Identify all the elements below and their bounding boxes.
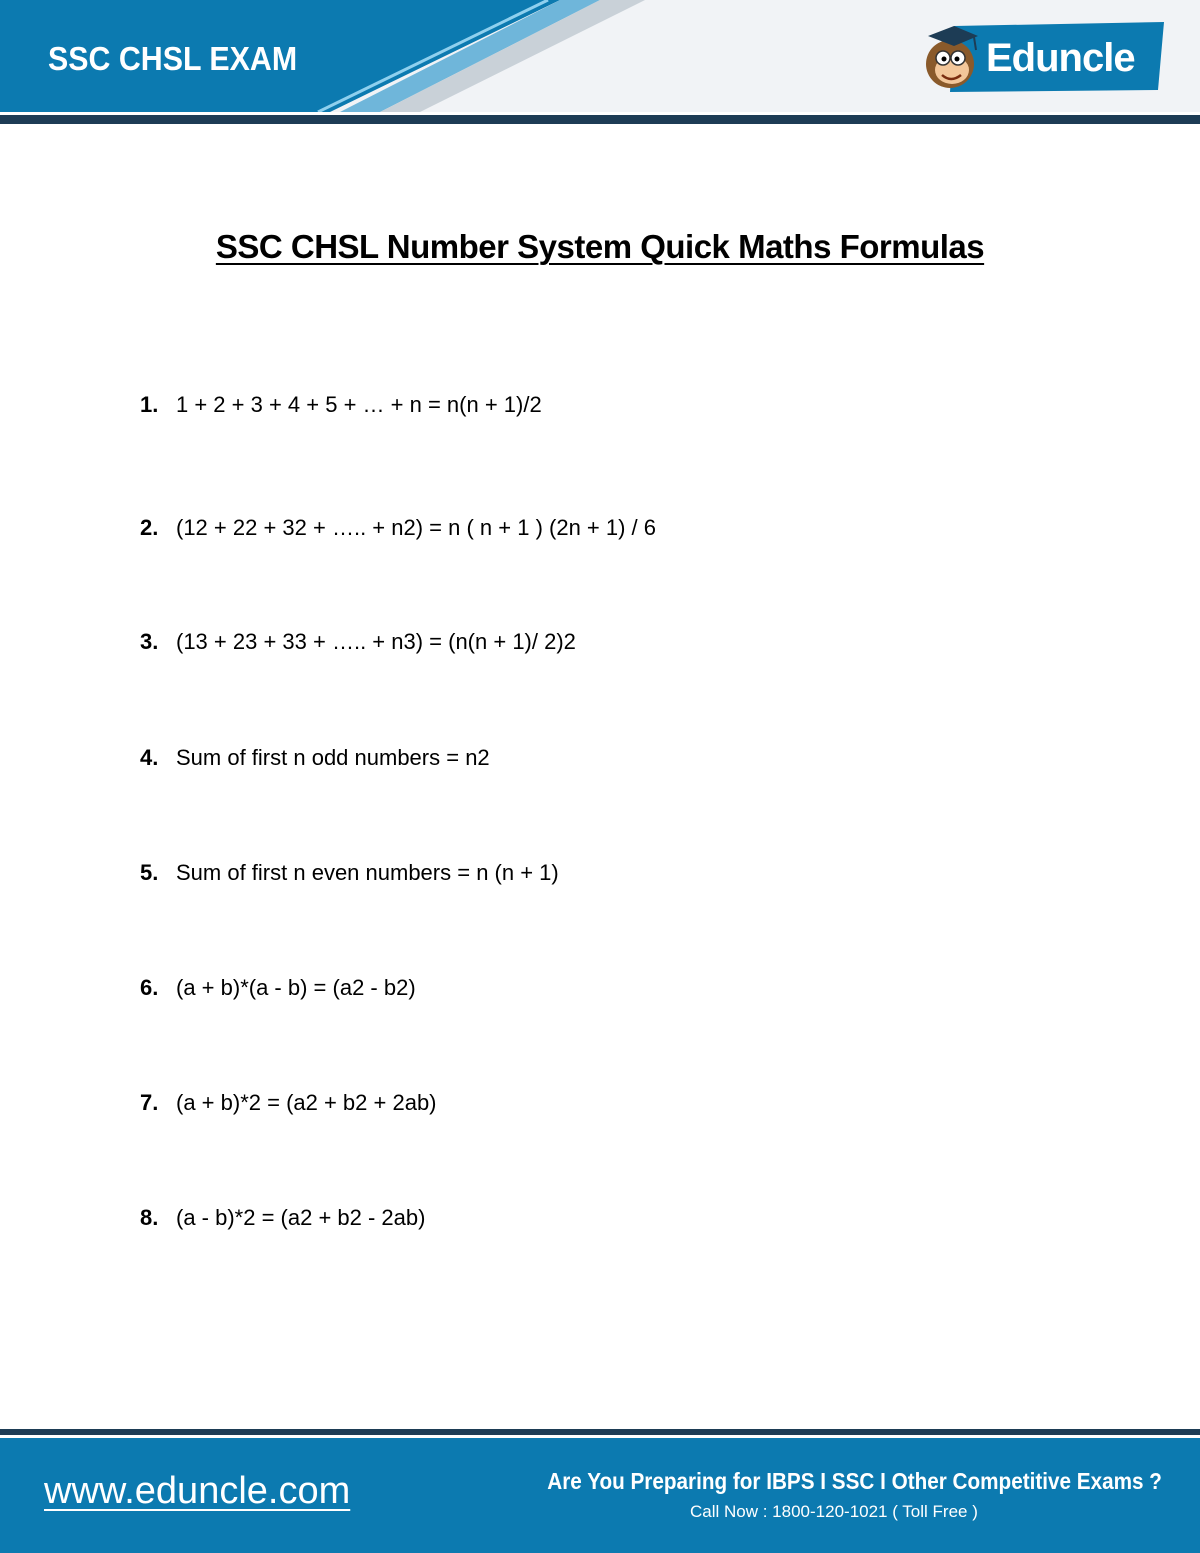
list-item-number: 8. [140, 1205, 159, 1230]
list-item-number: 1. [140, 392, 159, 417]
list-item-number: 6. [140, 975, 159, 1000]
list-item-number: 4. [140, 745, 159, 770]
page-footer [0, 1438, 1200, 1553]
logo-text: Eduncle [986, 36, 1135, 80]
formula-text: 1 + 2 + 3 + 4 + 5 + … + n = n(n + 1)/2 [176, 392, 542, 417]
list-item [140, 515, 656, 541]
list-item [140, 629, 576, 655]
formula-text: (13 + 23 + 33 + ….. + n3) = (n(n + 1)/ 2)2 [176, 629, 576, 654]
header-divider [0, 115, 1200, 124]
call-now-text: Call Now : 1800-120-1021 ( Toll Free ) [690, 1502, 978, 1521]
formula-text: (a - b)*2 = (a2 + b2 - 2ab) [176, 1205, 426, 1230]
list-item [140, 975, 416, 1001]
website-link[interactable]: www.eduncle.com [44, 1470, 351, 1512]
list-item [140, 1090, 437, 1116]
list-item [140, 1205, 425, 1231]
page-title: SSC CHSL Number System Quick Maths Formulas [215, 228, 985, 265]
formula-text: (a + b)*(a - b) = (a2 - b2) [176, 975, 416, 1000]
footer-tagline: Are You Preparing for IBPS I SSC I Other Competitive Exams ? [547, 1468, 1162, 1494]
list-item-number: 3. [140, 629, 159, 654]
formula-text: Sum of first n odd numbers = n2 [176, 745, 490, 770]
exam-title: SSC CHSL EXAM [48, 40, 298, 77]
list-item [140, 745, 490, 771]
formula-text: (a + b)*2 = (a2 + b2 + 2ab) [176, 1090, 437, 1115]
list-item-number: 7. [140, 1090, 159, 1115]
page-header [0, 0, 1200, 112]
formula-text: (12 + 22 + 32 + ….. + n2) = n ( n + 1 ) (2n + 1) / 6 [176, 515, 657, 540]
list-item-number: 2. [140, 515, 159, 540]
formula-text: Sum of first n even numbers = n (n + 1) [176, 860, 559, 885]
list-item-number: 5. [140, 860, 159, 885]
list-item [140, 392, 542, 418]
list-item [140, 860, 559, 886]
footer-divider [0, 1429, 1200, 1435]
